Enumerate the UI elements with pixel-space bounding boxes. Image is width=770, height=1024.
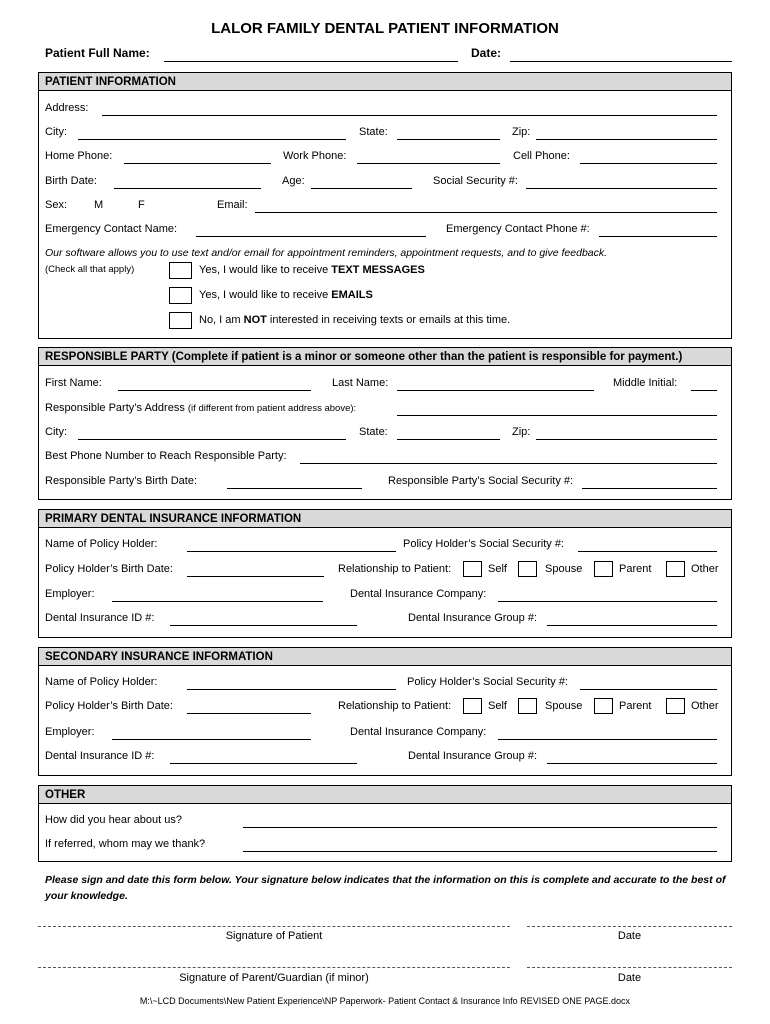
hear-about-label: How did you hear about us? (45, 814, 182, 826)
zip-field[interactable] (536, 139, 717, 140)
referred-field[interactable] (243, 851, 717, 852)
pi-insurance-id-label: Dental Insurance ID #: (45, 612, 155, 624)
si-self-label: Self (488, 700, 507, 712)
rp-best-phone-label: Best Phone Number to Reach Responsible Party: (45, 450, 287, 462)
guardian-signature-label: Signature of Parent/Guardian (if minor) (179, 972, 369, 984)
si-company-field[interactable] (498, 739, 717, 740)
si-relationship-label: Relationship to Patient: (338, 700, 452, 712)
si-insurance-id-field[interactable] (170, 763, 357, 764)
pi-company-field[interactable] (498, 601, 717, 602)
pi-group-field[interactable] (547, 625, 717, 626)
sex-label: Sex: (45, 199, 68, 211)
rp-address-label: Responsible Party’s Address (if different from patient address above): (45, 402, 357, 414)
pi-employer-label: Employer: (45, 588, 95, 600)
primary-insurance-heading: PRIMARY DENTAL INSURANCE INFORMATION (39, 510, 731, 528)
pi-employer-field[interactable] (112, 601, 323, 602)
ssn-label: Social Security #: (433, 175, 518, 187)
pi-self-label: Self (488, 563, 507, 575)
pi-holder-birth-field[interactable] (187, 576, 324, 577)
si-group-field[interactable] (547, 763, 717, 764)
email-label: Email: (217, 199, 248, 211)
rp-first-name-field[interactable] (118, 390, 311, 391)
text-messages-checkbox[interactable] (169, 262, 192, 279)
emergency-phone-field[interactable] (599, 236, 717, 237)
age-label: Age: (282, 175, 305, 187)
state-field[interactable] (397, 139, 500, 140)
rp-first-name-label: First Name: (45, 377, 102, 389)
responsible-party-heading: RESPONSIBLE PARTY (Complete if patient is a minor or someone other than the patient is responsible for payment.) (39, 348, 731, 366)
hear-about-field[interactable] (243, 827, 717, 828)
si-parent-checkbox[interactable] (594, 698, 613, 714)
rp-birth-date-label: Responsible Party’s Birth Date: (45, 475, 198, 487)
pi-holder-name-field[interactable] (187, 551, 396, 552)
pi-parent-checkbox[interactable] (594, 561, 613, 577)
rp-middle-initial-field[interactable] (691, 390, 717, 391)
rp-middle-initial-label: Middle Initial: (613, 377, 678, 389)
home-phone-field[interactable] (124, 163, 271, 164)
page-title: LALOR FAMILY DENTAL PATIENT INFORMATION (211, 20, 559, 37)
birth-date-field[interactable] (114, 188, 261, 189)
emergency-contact-field[interactable] (196, 236, 426, 237)
patient-date-line[interactable] (527, 926, 732, 927)
referred-label: If referred, whom may we thank? (45, 838, 206, 850)
rp-last-name-label: Last Name: (332, 377, 389, 389)
date-field[interactable] (510, 61, 732, 62)
communication-notice: Our software allows you to use text and/or email for appointment reminders, appointment requests, and to give feedback. (45, 247, 608, 259)
rp-city-field[interactable] (78, 439, 346, 440)
pi-parent-label: Parent (619, 563, 652, 575)
si-spouse-checkbox[interactable] (518, 698, 537, 714)
patient-full-name-field[interactable] (164, 61, 458, 62)
sex-female-option[interactable]: F (138, 199, 145, 211)
pi-other-label: Other (691, 563, 719, 575)
pi-holder-ssn-field[interactable] (578, 551, 717, 552)
si-company-label: Dental Insurance Company: (350, 726, 487, 738)
work-phone-field[interactable] (357, 163, 500, 164)
city-field[interactable] (78, 139, 346, 140)
sex-male-option[interactable]: M (94, 199, 104, 211)
si-spouse-label: Spouse (545, 700, 583, 712)
emails-checkbox[interactable] (169, 287, 192, 304)
si-insurance-id-label: Dental Insurance ID #: (45, 750, 155, 762)
patient-signature-line[interactable] (38, 926, 510, 927)
guardian-date-line[interactable] (527, 967, 732, 968)
rp-zip-label: Zip: (512, 426, 531, 438)
rp-state-label: State: (359, 426, 388, 438)
si-holder-name-field[interactable] (187, 689, 396, 690)
si-holder-name-label: Name of Policy Holder: (45, 676, 158, 688)
rp-city-label: City: (45, 426, 67, 438)
cell-phone-field[interactable] (580, 163, 717, 164)
rp-best-phone-field[interactable] (300, 463, 717, 464)
document-path-footer: M:\~LCD Documents\New Patient Experience\NP Paperwork- Patient Contact & Insurance Info REVISED ONE PAGE.docx (139, 996, 631, 1006)
patient-information-heading: PATIENT INFORMATION (39, 73, 731, 91)
si-holder-ssn-label: Policy Holder’s Social Security #: (407, 676, 568, 688)
rp-birth-date-field[interactable] (227, 488, 362, 489)
patient-signature-label: Signature of Patient (225, 930, 323, 942)
si-holder-ssn-field[interactable] (580, 689, 717, 690)
rp-address-field[interactable] (397, 415, 717, 416)
guardian-date-label: Date (617, 972, 642, 984)
si-group-label: Dental Insurance Group #: (408, 750, 538, 762)
si-holder-birth-field[interactable] (187, 713, 311, 714)
rp-ssn-label: Responsible Party’s Social Security #: (388, 475, 574, 487)
guardian-signature-line[interactable] (38, 967, 510, 968)
pi-relationship-label: Relationship to Patient: (338, 563, 452, 575)
no-contact-checkbox[interactable] (169, 312, 192, 329)
home-phone-label: Home Phone: (45, 150, 113, 162)
rp-ssn-field[interactable] (582, 488, 717, 489)
email-field[interactable] (255, 212, 717, 213)
rp-zip-field[interactable] (536, 439, 717, 440)
si-employer-label: Employer: (45, 726, 95, 738)
pi-company-label: Dental Insurance Company: (350, 588, 487, 600)
pi-group-label: Dental Insurance Group #: (408, 612, 538, 624)
rp-state-field[interactable] (397, 439, 500, 440)
pi-self-checkbox[interactable] (463, 561, 482, 577)
ssn-field[interactable] (526, 188, 717, 189)
address-label: Address: (45, 102, 89, 114)
pi-insurance-id-field[interactable] (170, 625, 357, 626)
city-label: City: (45, 126, 67, 138)
pi-other-checkbox[interactable] (666, 561, 685, 577)
cell-phone-label: Cell Phone: (513, 150, 570, 162)
emergency-phone-label: Emergency Contact Phone #: (446, 223, 590, 235)
other-heading: OTHER (39, 786, 731, 804)
pi-holder-ssn-label: Policy Holder’s Social Security #: (403, 538, 564, 550)
patient-date-label: Date (617, 930, 642, 942)
work-phone-label: Work Phone: (283, 150, 347, 162)
si-other-checkbox[interactable] (666, 698, 685, 714)
si-parent-label: Parent (619, 700, 652, 712)
check-all-note: (Check all that apply) (45, 264, 135, 275)
si-self-checkbox[interactable] (463, 698, 482, 714)
date-label: Date: (471, 46, 502, 60)
pi-spouse-label: Spouse (545, 563, 583, 575)
birth-date-label: Birth Date: (45, 175, 97, 187)
state-label: State: (359, 126, 388, 138)
si-holder-birth-label: Policy Holder’s Birth Date: (45, 700, 173, 712)
address-field[interactable] (102, 115, 717, 116)
pi-holder-name-label: Name of Policy Holder: (45, 538, 158, 550)
emails-option: Yes, I would like to receive EMAILS (199, 289, 373, 301)
pi-spouse-checkbox[interactable] (518, 561, 537, 577)
si-employer-field[interactable] (112, 739, 311, 740)
emergency-contact-label: Emergency Contact Name: (45, 223, 178, 235)
si-other-label: Other (691, 700, 719, 712)
pi-holder-birth-label: Policy Holder’s Birth Date: (45, 563, 173, 575)
zip-label: Zip: (512, 126, 531, 138)
age-field[interactable] (311, 188, 412, 189)
signature-instruction: Please sign and date this form below. Your signature below indicates that the information on this is complete and accurate to the best of your knowledge. (45, 874, 726, 902)
secondary-insurance-heading: SECONDARY INSURANCE INFORMATION (39, 648, 731, 666)
no-contact-option: No, I am NOT interested in receiving texts or emails at this time. (199, 314, 511, 326)
rp-last-name-field[interactable] (397, 390, 594, 391)
patient-full-name-label: Patient Full Name: (45, 46, 150, 60)
text-messages-option: Yes, I would like to receive TEXT MESSAGES (199, 264, 425, 276)
